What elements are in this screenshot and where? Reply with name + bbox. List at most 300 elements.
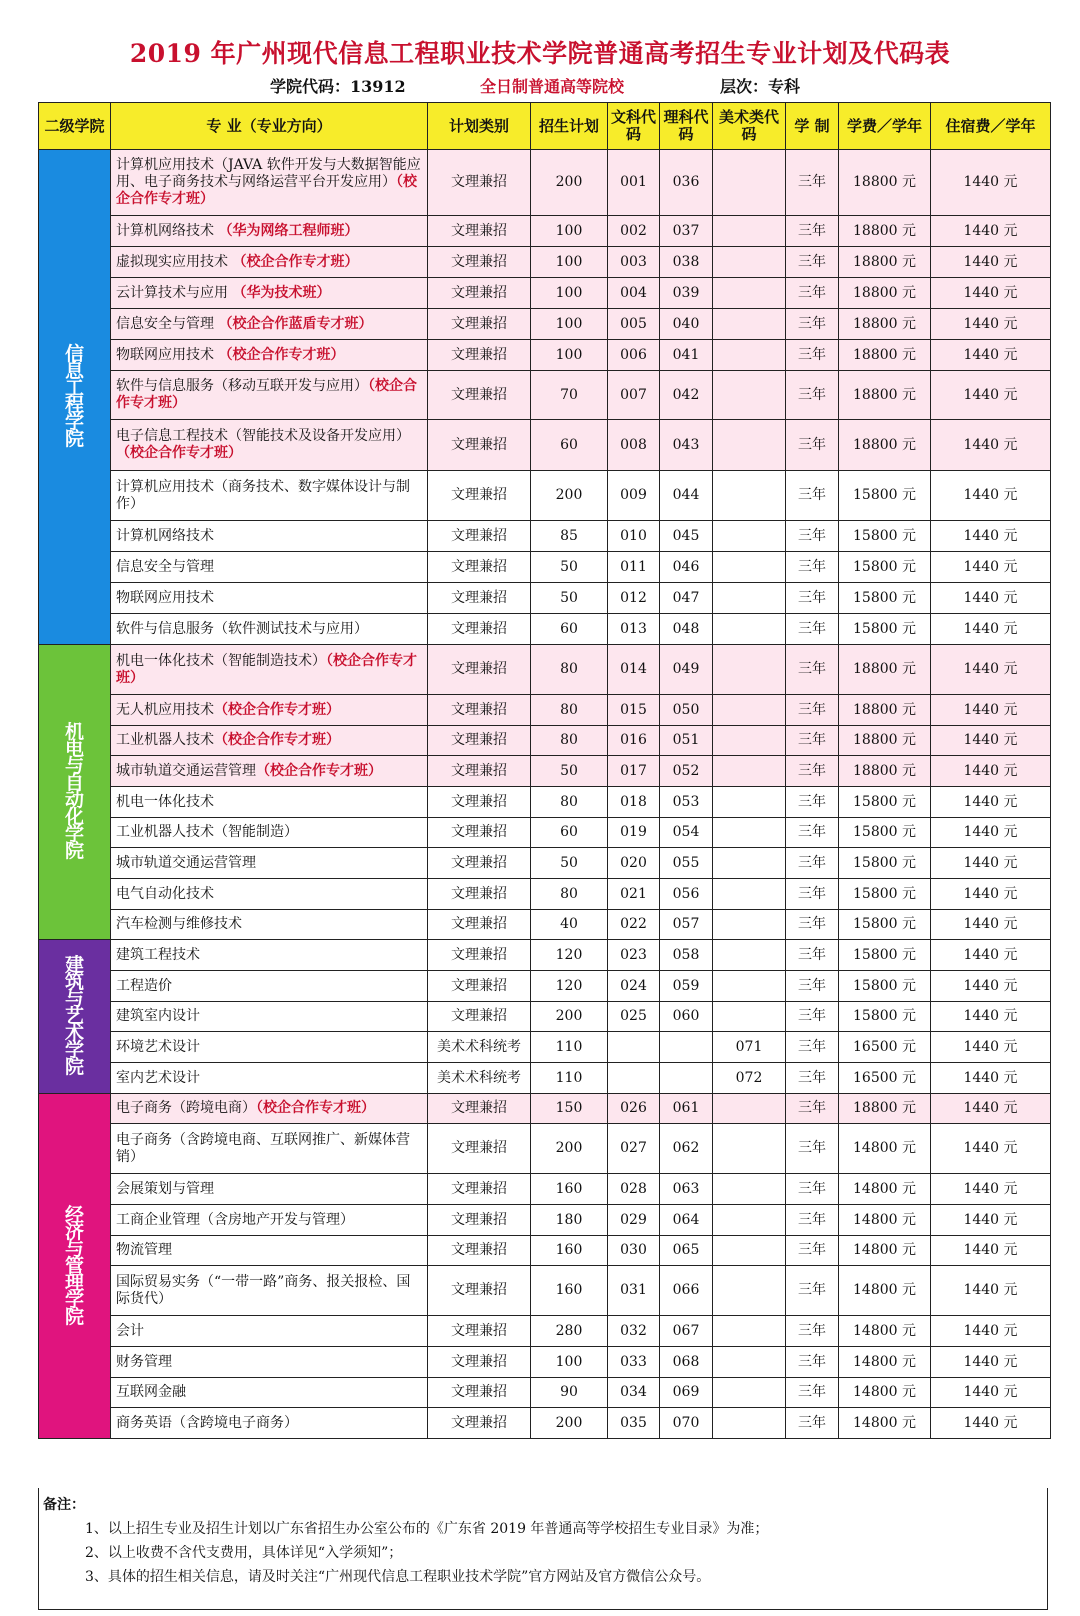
major-name: 信息安全与管理: [116, 558, 214, 575]
plan-category-cell: 美术术科统考: [428, 1063, 531, 1094]
arts-code-cell: 014: [608, 645, 660, 695]
table-header: [39, 103, 1051, 150]
note-item: 3、具体的招生相关信息，请及时关注“广州现代信息工程职业技术学院”官方网站及官方微信公众号。: [85, 1569, 711, 1585]
arts-code-cell: 032: [608, 1316, 660, 1347]
science-code-cell: 051: [660, 726, 713, 756]
plan-count-cell: 180: [531, 1205, 608, 1236]
arts-code-cell: 006: [608, 340, 660, 371]
college-cell: [39, 1094, 111, 1439]
table-row: [39, 1205, 1051, 1236]
arts-code-cell: 005: [608, 309, 660, 340]
plan-category-cell: 文理兼招: [428, 1378, 531, 1408]
major-cell: [111, 216, 428, 247]
college-name: 信息工程学院: [64, 343, 84, 450]
major-name: 工业机器人技术（智能制造）: [116, 824, 298, 840]
duration-cell: 三年: [786, 278, 839, 309]
plan-count-cell: 200: [531, 150, 608, 216]
dorm-fee-cell: 1440 元: [931, 552, 1051, 583]
plan-category-cell: 文理兼招: [428, 971, 531, 1002]
header-fine-arts-code: 美术类代码: [713, 103, 786, 150]
header-dorm-fee: 住宿费／学年: [931, 103, 1051, 150]
fine-arts-code-cell: [713, 1236, 786, 1266]
duration-cell: 三年: [786, 910, 839, 940]
fine-arts-code-cell: [713, 1266, 786, 1316]
plan-category-cell: 文理兼招: [428, 695, 531, 726]
duration-cell: 三年: [786, 1124, 839, 1174]
duration-cell: 三年: [786, 614, 839, 645]
table-row: [39, 971, 1051, 1002]
dorm-fee-cell: 1440 元: [931, 471, 1051, 521]
plan-count-cell: 120: [531, 971, 608, 1002]
arts-code-cell: 034: [608, 1378, 660, 1408]
major-cell: [111, 1266, 428, 1316]
table-row: [39, 818, 1051, 848]
plan-count-cell: 80: [531, 879, 608, 910]
duration-cell: 三年: [786, 1408, 839, 1439]
tuition-cell: 14800 元: [839, 1316, 931, 1347]
table-row: [39, 247, 1051, 278]
major-name: 会展策划与管理: [116, 1180, 214, 1197]
dorm-fee-cell: 1440 元: [931, 1032, 1051, 1063]
dorm-fee-cell: 1440 元: [931, 726, 1051, 756]
major-name: 计算机应用技术（商务技术、数字媒体设计与制作）: [116, 478, 410, 512]
plan-count-cell: 70: [531, 371, 608, 420]
duration-cell: 三年: [786, 583, 839, 614]
table-row: [39, 583, 1051, 614]
dorm-fee-cell: 1440 元: [931, 940, 1051, 971]
duration-cell: 三年: [786, 848, 839, 879]
plan-count-cell: 110: [531, 1032, 608, 1063]
science-code-cell: 037: [660, 216, 713, 247]
duration-cell: 三年: [786, 309, 839, 340]
table-row: [39, 1002, 1051, 1032]
plan-category-cell: 文理兼招: [428, 521, 531, 552]
major-name: 信息安全与管理: [116, 315, 219, 332]
tuition-cell: 18800 元: [839, 1094, 931, 1124]
plan-count-cell: 200: [531, 1408, 608, 1439]
plan-count-cell: 150: [531, 1094, 608, 1124]
plan-count-cell: 60: [531, 614, 608, 645]
tuition-cell: 15800 元: [839, 971, 931, 1002]
major-name: 机电一体化技术（智能制造技术）: [116, 652, 326, 669]
note-item: 2、以上收费不含代支费用，具体详见“入学须知”；: [85, 1545, 403, 1561]
tuition-cell: 15800 元: [839, 940, 931, 971]
arts-code-cell: 008: [608, 420, 660, 471]
fine-arts-code-cell: [713, 614, 786, 645]
table-body: [39, 150, 1051, 1439]
tuition-cell: 18800 元: [839, 340, 931, 371]
table-row: [39, 150, 1051, 216]
major-cell: [111, 910, 428, 940]
duration-cell: 三年: [786, 695, 839, 726]
dorm-fee-cell: 1440 元: [931, 309, 1051, 340]
major-cell: [111, 1378, 428, 1408]
tuition-cell: 15800 元: [839, 471, 931, 521]
major-cell: [111, 340, 428, 371]
major-cell: [111, 1205, 428, 1236]
plan-category-cell: 文理兼招: [428, 371, 531, 420]
fine-arts-code-cell: [713, 848, 786, 879]
plan-count-cell: 100: [531, 216, 608, 247]
table-row: [39, 879, 1051, 910]
tuition-cell: 15800 元: [839, 910, 931, 940]
fine-arts-code-cell: [713, 940, 786, 971]
fine-arts-code-cell: [713, 910, 786, 940]
table-row: [39, 1236, 1051, 1266]
plan-category-cell: 文理兼招: [428, 1094, 531, 1124]
table-row: [39, 552, 1051, 583]
duration-cell: 三年: [786, 1174, 839, 1205]
arts-code-cell: 033: [608, 1347, 660, 1378]
duration-cell: 三年: [786, 1094, 839, 1124]
major-cell: [111, 879, 428, 910]
tuition-cell: 15800 元: [839, 879, 931, 910]
dorm-fee-cell: 1440 元: [931, 1266, 1051, 1316]
fine-arts-code-cell: [713, 150, 786, 216]
table-row: [39, 756, 1051, 787]
arts-code-cell: 028: [608, 1174, 660, 1205]
plan-count-cell: 100: [531, 247, 608, 278]
arts-code-cell: 013: [608, 614, 660, 645]
dorm-fee-cell: 1440 元: [931, 247, 1051, 278]
major-name: 工商企业管理（含房地产开发与管理）: [116, 1211, 354, 1228]
arts-code-cell: 022: [608, 910, 660, 940]
table-row: [39, 1094, 1051, 1124]
arts-code-cell: 027: [608, 1124, 660, 1174]
major-name: 国际贸易实务（“一带一路”商务、报关报检、国际货代）: [116, 1273, 411, 1307]
table-row: [39, 521, 1051, 552]
plan-count-cell: 100: [531, 278, 608, 309]
major-cell: [111, 278, 428, 309]
plan-count-cell: 100: [531, 1347, 608, 1378]
tuition-cell: 14800 元: [839, 1378, 931, 1408]
arts-code-cell: 015: [608, 695, 660, 726]
tuition-cell: 18800 元: [839, 247, 931, 278]
table-row: [39, 420, 1051, 471]
major-cell: [111, 1032, 428, 1063]
college-name: 经济与管理学院: [64, 1203, 84, 1328]
dorm-fee-cell: 1440 元: [931, 695, 1051, 726]
major-name: 物联网应用技术: [116, 589, 214, 606]
science-code-cell: 045: [660, 521, 713, 552]
major-name: 云计算技术与应用: [116, 284, 233, 301]
tuition-cell: 14800 元: [839, 1266, 931, 1316]
fine-arts-code-cell: [713, 787, 786, 818]
science-code-cell: 049: [660, 645, 713, 695]
fine-arts-code-cell: [713, 216, 786, 247]
science-code-cell: 048: [660, 614, 713, 645]
major-cell: [111, 1002, 428, 1032]
header-major: 专 业（专业方向）: [111, 103, 428, 150]
college-cell: [39, 645, 111, 940]
fine-arts-code-cell: [713, 471, 786, 521]
dorm-fee-cell: 1440 元: [931, 371, 1051, 420]
plan-count-cell: 50: [531, 552, 608, 583]
plan-count-cell: 50: [531, 848, 608, 879]
plan-category-cell: 文理兼招: [428, 910, 531, 940]
science-code-cell: 050: [660, 695, 713, 726]
arts-code-cell: 020: [608, 848, 660, 879]
tuition-cell: 15800 元: [839, 583, 931, 614]
major-name: 无人机应用技术: [116, 701, 214, 718]
tuition-cell: 18800 元: [839, 756, 931, 787]
arts-code-cell: 025: [608, 1002, 660, 1032]
major-name: 建筑室内设计: [116, 1008, 200, 1024]
science-code-cell: 067: [660, 1316, 713, 1347]
fine-arts-code-cell: [713, 340, 786, 371]
plan-category-cell: 文理兼招: [428, 787, 531, 818]
major-name: 物流管理: [116, 1242, 172, 1258]
table-row: [39, 1032, 1051, 1063]
science-code-cell: 068: [660, 1347, 713, 1378]
tuition-cell: 15800 元: [839, 521, 931, 552]
program-tag: （校企合作专才班）: [116, 445, 242, 461]
dorm-fee-cell: 1440 元: [931, 1378, 1051, 1408]
plan-count-cell: 160: [531, 1266, 608, 1316]
arts-code-cell: 002: [608, 216, 660, 247]
duration-cell: 三年: [786, 1347, 839, 1378]
fine-arts-code-cell: [713, 1094, 786, 1124]
major-name: 财务管理: [116, 1353, 172, 1370]
major-cell: [111, 1236, 428, 1266]
table-row: [39, 695, 1051, 726]
table-row: [39, 216, 1051, 247]
dorm-fee-cell: 1440 元: [931, 1205, 1051, 1236]
arts-code-cell: 010: [608, 521, 660, 552]
major-name: 室内艺术设计: [116, 1069, 200, 1086]
duration-cell: 三年: [786, 216, 839, 247]
tuition-cell: 14800 元: [839, 1347, 931, 1378]
tuition-cell: 15800 元: [839, 1002, 931, 1032]
dorm-fee-cell: 1440 元: [931, 787, 1051, 818]
college-cell: [39, 150, 111, 645]
dorm-fee-cell: 1440 元: [931, 1236, 1051, 1266]
dorm-fee-cell: 1440 元: [931, 1094, 1051, 1124]
major-cell: [111, 552, 428, 583]
plan-count-cell: 160: [531, 1174, 608, 1205]
arts-code-cell: 003: [608, 247, 660, 278]
tuition-cell: 16500 元: [839, 1063, 931, 1094]
dorm-fee-cell: 1440 元: [931, 1408, 1051, 1439]
arts-code-cell: 016: [608, 726, 660, 756]
program-tag: （校企合作专才班）: [232, 253, 359, 270]
major-name: 建筑工程技术: [116, 946, 200, 963]
program-tag: （校企合作专才班）: [256, 762, 382, 779]
fine-arts-code-cell: [713, 521, 786, 552]
tuition-cell: 14800 元: [839, 1236, 931, 1266]
fine-arts-code-cell: [713, 756, 786, 787]
major-name: 电子信息工程技术（智能技术及设备开发应用）: [116, 428, 410, 444]
fine-arts-code-cell: [713, 1408, 786, 1439]
table-row: [39, 371, 1051, 420]
fine-arts-code-cell: [713, 247, 786, 278]
plan-category-cell: 文理兼招: [428, 420, 531, 471]
plan-count-cell: 40: [531, 910, 608, 940]
dorm-fee-cell: 1440 元: [931, 1124, 1051, 1174]
major-cell: [111, 420, 428, 471]
tuition-cell: 18800 元: [839, 150, 931, 216]
plan-count-cell: 100: [531, 340, 608, 371]
major-name: 会计: [116, 1322, 144, 1339]
arts-code-cell: 017: [608, 756, 660, 787]
college-name: 机电与自动化学院: [64, 721, 84, 862]
science-code-cell: 039: [660, 278, 713, 309]
header-science-code: 理科代码: [660, 103, 713, 150]
science-code-cell: 057: [660, 910, 713, 940]
arts-code-cell: 001: [608, 150, 660, 216]
header-tuition: 学费／学年: [839, 103, 931, 150]
fine-arts-code-cell: [713, 726, 786, 756]
plan-category-cell: 文理兼招: [428, 645, 531, 695]
plan-category-cell: 文理兼招: [428, 1205, 531, 1236]
plan-count-cell: 160: [531, 1236, 608, 1266]
plan-count-cell: 60: [531, 420, 608, 471]
arts-code-cell: 023: [608, 940, 660, 971]
duration-cell: 三年: [786, 645, 839, 695]
duration-cell: 三年: [786, 1002, 839, 1032]
major-cell: [111, 848, 428, 879]
duration-cell: 三年: [786, 726, 839, 756]
major-name: 电子商务（含跨境电商、互联网推广、新媒体营销）: [116, 1131, 410, 1165]
header-category: 计划类别: [428, 103, 531, 150]
fine-arts-code-cell: [713, 818, 786, 848]
major-cell: [111, 1347, 428, 1378]
fine-arts-code-cell: [713, 371, 786, 420]
tuition-cell: 14800 元: [839, 1205, 931, 1236]
plan-category-cell: 文理兼招: [428, 1124, 531, 1174]
major-cell: [111, 1174, 428, 1205]
tuition-cell: 18800 元: [839, 695, 931, 726]
fine-arts-code-cell: [713, 309, 786, 340]
plan-category-cell: 美术术科统考: [428, 1032, 531, 1063]
major-cell: [111, 818, 428, 848]
arts-code-cell: 007: [608, 371, 660, 420]
arts-code-cell: 018: [608, 787, 660, 818]
plan-count-cell: 100: [531, 309, 608, 340]
major-cell: [111, 787, 428, 818]
plan-count-cell: 60: [531, 818, 608, 848]
plan-count-cell: 200: [531, 471, 608, 521]
tuition-cell: 18800 元: [839, 420, 931, 471]
dorm-fee-cell: 1440 元: [931, 216, 1051, 247]
duration-cell: 三年: [786, 521, 839, 552]
fine-arts-code-cell: [713, 1205, 786, 1236]
major-cell: [111, 150, 428, 216]
plan-count-cell: 80: [531, 726, 608, 756]
program-tag: （校企合作蓝盾专才班）: [218, 315, 373, 332]
major-cell: [111, 940, 428, 971]
duration-cell: 三年: [786, 340, 839, 371]
dorm-fee-cell: 1440 元: [931, 614, 1051, 645]
major-name: 汽车检测与维修技术: [116, 916, 242, 932]
arts-code-cell: 026: [608, 1094, 660, 1124]
dorm-fee-cell: 1440 元: [931, 971, 1051, 1002]
tuition-cell: 18800 元: [839, 371, 931, 420]
table-row: [39, 309, 1051, 340]
tuition-cell: 18800 元: [839, 309, 931, 340]
science-code-cell: 038: [660, 247, 713, 278]
science-code-cell: 069: [660, 1378, 713, 1408]
dorm-fee-cell: 1440 元: [931, 521, 1051, 552]
science-code-cell: 063: [660, 1174, 713, 1205]
major-cell: [111, 471, 428, 521]
plan-count-cell: 80: [531, 695, 608, 726]
dorm-fee-cell: 1440 元: [931, 1063, 1051, 1094]
major-cell: [111, 371, 428, 420]
arts-code-cell: [608, 1032, 660, 1063]
dorm-fee-cell: 1440 元: [931, 278, 1051, 309]
science-code-cell: 040: [660, 309, 713, 340]
science-code-cell: 041: [660, 340, 713, 371]
enrollment-table: [38, 102, 1051, 1439]
fine-arts-code-cell: [713, 1316, 786, 1347]
plan-category-cell: 文理兼招: [428, 1174, 531, 1205]
table-row: [39, 1063, 1051, 1094]
duration-cell: 三年: [786, 1236, 839, 1266]
table-row: [39, 1378, 1051, 1408]
duration-cell: 三年: [786, 1378, 839, 1408]
science-code-cell: 066: [660, 1266, 713, 1316]
science-code-cell: 065: [660, 1236, 713, 1266]
duration-cell: 三年: [786, 940, 839, 971]
major-cell: [111, 1063, 428, 1094]
plan-category-cell: 文理兼招: [428, 726, 531, 756]
major-name: 计算机网络技术: [116, 222, 219, 239]
arts-code-cell: [608, 1063, 660, 1094]
duration-cell: 三年: [786, 1205, 839, 1236]
major-name: 机电一体化技术: [116, 793, 214, 810]
tuition-cell: 15800 元: [839, 614, 931, 645]
major-cell: [111, 583, 428, 614]
dorm-fee-cell: 1440 元: [931, 1316, 1051, 1347]
major-name: 虚拟现实应用技术: [116, 253, 233, 270]
major-cell: [111, 247, 428, 278]
fine-arts-code-cell: [713, 695, 786, 726]
program-tag: （华为技术班）: [232, 284, 331, 301]
duration-cell: 三年: [786, 371, 839, 420]
table-row: [39, 940, 1051, 971]
fine-arts-code-cell: [713, 552, 786, 583]
plan-category-cell: 文理兼招: [428, 471, 531, 521]
table-row: [39, 787, 1051, 818]
plan-category-cell: 文理兼招: [428, 818, 531, 848]
fine-arts-code-cell: 072: [713, 1063, 786, 1094]
arts-code-cell: 019: [608, 818, 660, 848]
education-level: 层次：专科: [720, 77, 801, 96]
plan-count-cell: 80: [531, 787, 608, 818]
science-code-cell: 058: [660, 940, 713, 971]
dorm-fee-cell: 1440 元: [931, 756, 1051, 787]
major-cell: [111, 1094, 428, 1124]
fine-arts-code-cell: [713, 1174, 786, 1205]
major-name: 工业机器人技术: [116, 732, 214, 748]
fine-arts-code-cell: [713, 1002, 786, 1032]
plan-count-cell: 200: [531, 1124, 608, 1174]
plan-category-cell: 文理兼招: [428, 583, 531, 614]
dorm-fee-cell: 1440 元: [931, 583, 1051, 614]
plan-count-cell: 85: [531, 521, 608, 552]
plan-count-cell: 90: [531, 1378, 608, 1408]
duration-cell: 三年: [786, 879, 839, 910]
plan-count-cell: 50: [531, 756, 608, 787]
program-tag: （校企合作专才班）: [116, 378, 417, 411]
science-code-cell: 062: [660, 1124, 713, 1174]
arts-code-cell: 029: [608, 1205, 660, 1236]
header-arts-code: 文科代码: [608, 103, 660, 150]
duration-cell: 三年: [786, 420, 839, 471]
college-code: 学院代码：13912: [270, 77, 406, 96]
science-code-cell: 044: [660, 471, 713, 521]
